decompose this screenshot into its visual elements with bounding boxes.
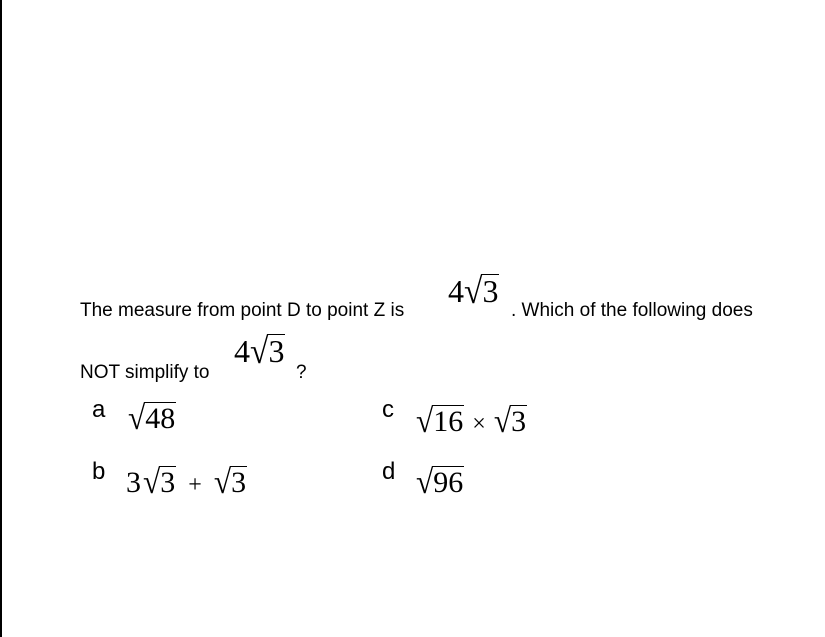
page-left-border bbox=[0, 0, 2, 637]
radical: √16 bbox=[416, 401, 464, 440]
choice-c-letter[interactable]: c bbox=[382, 396, 394, 423]
radical: √3 bbox=[493, 401, 527, 440]
radical: √3 bbox=[143, 462, 176, 501]
plus-operator: + bbox=[188, 472, 202, 498]
coefficient: 3 bbox=[126, 466, 141, 499]
choice-c-expression[interactable] bbox=[416, 401, 527, 440]
radical: √3 bbox=[213, 462, 247, 501]
choice-b-letter[interactable]: b bbox=[92, 458, 106, 485]
expression-4-root-3-line1 bbox=[448, 271, 499, 312]
choice-a-expression[interactable] bbox=[128, 398, 176, 437]
times-operator: × bbox=[472, 411, 486, 437]
radical: √48 bbox=[128, 398, 176, 437]
question-text-part3: NOT simplify to bbox=[80, 362, 210, 383]
radical: √3 bbox=[464, 271, 499, 312]
question-text-part4: ? bbox=[296, 362, 307, 383]
question-text-part1: The measure from point D to point Z is bbox=[80, 300, 405, 321]
question-text-part2: . Which of the following does bbox=[511, 300, 753, 321]
coefficient: 4 bbox=[234, 333, 250, 369]
radical: √96 bbox=[416, 462, 464, 501]
expression-4-root-3-line2 bbox=[234, 331, 285, 372]
choice-d-expression[interactable] bbox=[416, 462, 464, 501]
radical: √3 bbox=[250, 331, 285, 372]
choice-b-expression[interactable] bbox=[126, 462, 247, 501]
choice-d-letter[interactable]: d bbox=[382, 458, 396, 485]
choice-a-letter[interactable]: a bbox=[92, 396, 106, 423]
coefficient: 4 bbox=[448, 273, 464, 309]
